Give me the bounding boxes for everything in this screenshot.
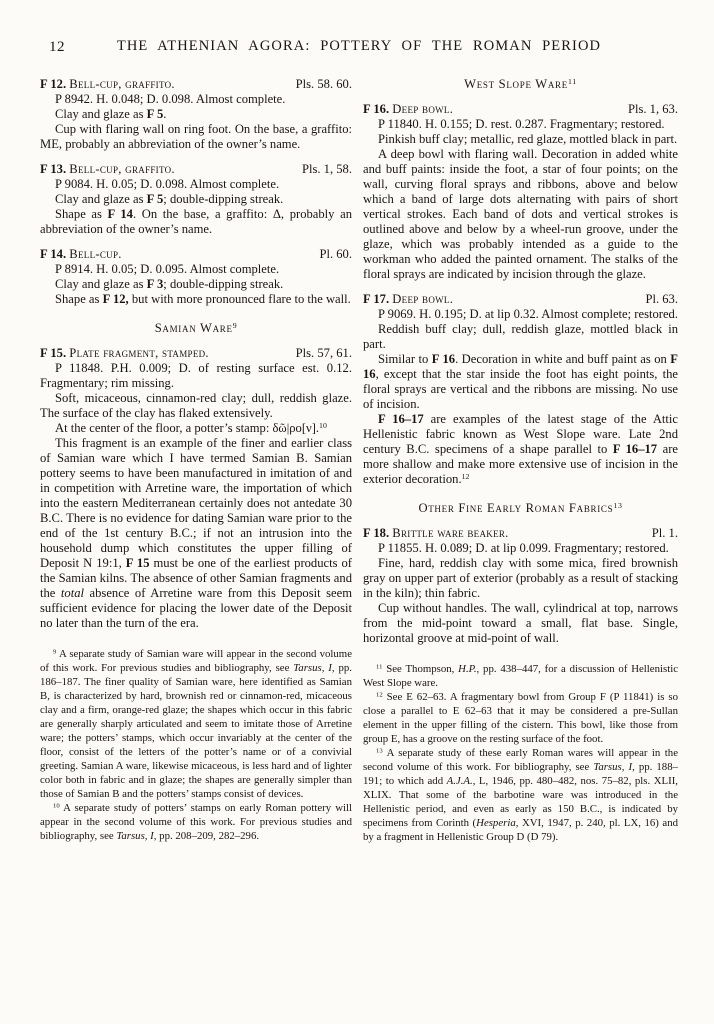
entry-title: Deep bowl. <box>392 292 454 306</box>
plate-reference: Pl. 60. <box>319 247 352 261</box>
paragraph: P 9069. H. 0.195; D. at lip 0.32. Almost complete; restored. <box>378 307 679 321</box>
page-header <box>40 38 678 56</box>
paragraph: Cup without handles. The wall, cylindrical at top, narrows from the mid-point toward a small, flat base. Single, horizontal groove at mid-point of wall. <box>363 601 678 645</box>
entry-title: Plate fragment, stamped. <box>69 346 209 360</box>
plate-reference: Pl. 63. <box>645 292 678 306</box>
entry-name <box>40 77 175 92</box>
entry-number: F 13. <box>40 162 67 176</box>
entry-name <box>363 526 509 541</box>
plate-reference: Pls. 1, 58. <box>301 162 352 176</box>
left-column <box>40 77 352 844</box>
paragraph: P 8914. H. 0.05; D. 0.095. Almost complete. <box>55 262 280 276</box>
paragraph: P 11848. P.H. 0.009; D. of resting surface est. 0.12. Fragmentary; rim missing. <box>40 361 352 390</box>
paragraph: Clay and glaze as F 5. <box>55 107 167 121</box>
paragraph: At the center of the floor, a potter’s stamp: δῶ|ρο[ν].$^{10}$ <box>55 421 327 435</box>
paragraph: P 8942. H. 0.048; D. 0.098. Almost complete. <box>55 92 286 106</box>
plate-reference: Pls. 57, 61. <box>295 346 352 360</box>
paragraph: This fragment is an example of the finer and earlier class of Samian ware which I have termed Samian B. Samian pottery seems to have been manufactured in imitation of and in competition with Arretine ware, the importation of which into the eastern Mediterranean certainly does not antedate 30 B.C. There is no evidence for dating Samian ware prior to the end of the 1st century B.C.; if not an intrusion into the household dump which constitutes the upper filling of Deposit N 19:1, F 15 must be one of the earliest products of the Samian kilns. The absence of other Samian fragments and the total absence of Arretine ware from this Deposit seem sufficient evidence for placing the lower date of the Deposit no later than the turn of the era. <box>40 436 352 630</box>
catalog-entry-heading-f-18 <box>363 526 678 541</box>
running-title: THE ATHENIAN AGORA: POTTERY OF THE ROMAN PERIOD <box>116 38 602 54</box>
entry-name <box>40 346 209 361</box>
catalog-entry-heading-f-14 <box>40 247 352 262</box>
footnote: $^9$ A separate study of Samian ware will appear in the second volume of this work. For previous studies and bibliography, see Tarsus, I, pp. 186–187. The finer quality of Samian ware, here identified as Samian B, is characterized by hard, brownish red or cinnamon-red, micaceous clay and a firm, orange-red glaze; the shapes which occur in this fabric are generally sharply articulated and seem to imitate those of Arretine ware; the potters’ stamps, which occur invariably at the center of the floor, consist of the letters of the potter’s name or of a convivial greeting. Samian A ware, likewise micaceous, is less hard and of lighter color both in fabric and in glaze; the shapes are generally simpler than those of Samian B and the potters’ stamps consist of devices. <box>40 648 352 800</box>
paragraph: Soft, micaceous, cinnamon-red clay; dull, reddish glaze. The surface of the clay has flaked extensively. <box>40 391 352 420</box>
footnote: $^{13}$ A separate study of these early Roman wares will appear in the second volume of this work. For bibliography, see Tarsus, I, pp. 188–191; to which add A.J.A., L, 1946, pp. 480–482, nos. 75–82, pls. XLII, XLIX. That some of the barbotine ware was introduced in the Hellenistic period, and even as early as 150 B.C., is indicated by specimens from Corinth (Hesperia, XVI, 1947, p. 240, pl. LX, 16) and by a fragment in Hellenistic Group D (D 79). <box>363 747 679 843</box>
entry-number: F 18. <box>363 526 390 540</box>
catalog-entry-heading-f-13 <box>40 162 352 177</box>
paragraph: Fine, hard, reddish clay with some mica, fired brownish gray on upper part of exterior (probably as a result of stacking in the kiln); thin fabric. <box>363 556 678 600</box>
entry-number: F 14. <box>40 247 67 261</box>
entry-name <box>363 292 453 307</box>
entry-title: Bell-cup, graffito. <box>69 77 175 91</box>
entry-name <box>363 102 453 117</box>
entry-number: F 17. <box>363 292 390 306</box>
paragraph: Cup with flaring wall on ring foot. On the base, a graffito: ME, probably an abbreviation of the owner’s name. <box>40 122 352 151</box>
catalog-entry-heading-f-17 <box>363 292 678 307</box>
paragraph: Clay and glaze as F 3; double-dipping streak. <box>55 277 284 291</box>
section-heading: Samian Ware$^9$ <box>154 321 238 335</box>
entry-title: Bell-cup. <box>69 247 122 261</box>
page-number: 12 <box>49 39 65 55</box>
footnote: $^{12}$ See E 62–63. A fragmentary bowl from Group F (P 11841) is so close a parallel to E 62–63 that it may be considered a pre-Sullan element in the upper filling of the cistern. This bowl, like those from group E, has a groove on the resting surface of the foot. <box>363 691 678 745</box>
text-columns <box>40 77 678 844</box>
entry-number: F 16. <box>363 102 390 116</box>
paragraph: P 11855. H. 0.089; D. at lip 0.099. Fragmentary; restored. <box>378 541 669 555</box>
plate-reference: Pls. 58. 60. <box>295 77 352 91</box>
section-heading: Other Fine Early Roman Fabrics$^{13}$ <box>418 501 623 515</box>
section-heading: West Slope Ware$^{11}$ <box>464 77 577 91</box>
footnote: $^{11}$ See Thompson, H.P., pp. 438–447, for a discussion of Hellenistic West Slope ware. <box>363 663 678 689</box>
paragraph: Reddish buff clay; dull, reddish glaze, mottled black in part. <box>363 322 678 351</box>
plate-reference: Pls. 1, 63. <box>627 102 678 116</box>
paragraph: A deep bowl with flaring wall. Decoration in added white and buff paints: inside the foot, a star of four points; on the wall, curving floral sprays and ribbons, above and below which a band of large dots alternating with pairs of short vertical strokes. Each band of dots and vertical strokes is outlined above and below by a wheel-run groove, under the glaze, which was probably intended as a guide to the workman who added the painted ornament. The stalks of the floral sprays are indicated by incision through the glaze. <box>363 147 678 281</box>
plate-reference: Pl. 1. <box>651 526 678 540</box>
catalog-entry-heading-f-15 <box>40 346 352 361</box>
paragraph: Similar to F 16. Decoration in white and buff paint as on F 16, except that the star inside the foot has eight points, the floral sprays are vertical and the ribbons are missing. No use of incision. <box>363 352 678 411</box>
paragraph: P 11840. H. 0.155; D. rest. 0.287. Fragmentary; restored. <box>378 117 665 131</box>
paragraph: P 9084. H. 0.05; D. 0.098. Almost complete. <box>55 177 280 191</box>
entry-title: Bell-cup, graffito. <box>69 162 175 176</box>
paragraph: Pinkish buff clay; metallic, red glaze, mottled black in part. <box>378 132 678 146</box>
right-column <box>363 77 678 844</box>
paragraph: Shape as F 12, but with more pronounced flare to the wall. <box>55 292 351 306</box>
entry-name <box>40 162 175 177</box>
entry-title: Deep bowl. <box>392 102 454 116</box>
footnote: $^{10}$ A separate study of potters’ stamps on early Roman pottery will appear in the second volume of this work. For previous studies and bibliography, see Tarsus, I, pp. 208–209, 282–296. <box>40 802 352 842</box>
entry-number: F 12. <box>40 77 67 91</box>
catalog-entry-heading-f-16 <box>363 102 678 117</box>
entry-name <box>40 247 122 262</box>
paragraph: Shape as F 14. On the base, a graffito: Δ, probably an abbreviation of the owner’s name. <box>40 207 352 236</box>
catalog-entry-heading-f-12 <box>40 77 352 92</box>
paragraph: F 16–17 are examples of the latest stage of the Attic Hellenistic fabric known as West Slope ware. Late 2nd century B.C. specimens of a shape parallel to F 16–17 are more shallow and make more extensive use of incision in the exterior decoration.$^{12}$ <box>363 412 679 486</box>
entry-number: F 15. <box>40 346 67 360</box>
paragraph: Clay and glaze as F 5; double-dipping streak. <box>55 192 284 206</box>
entry-title: Brittle ware beaker. <box>392 526 509 540</box>
